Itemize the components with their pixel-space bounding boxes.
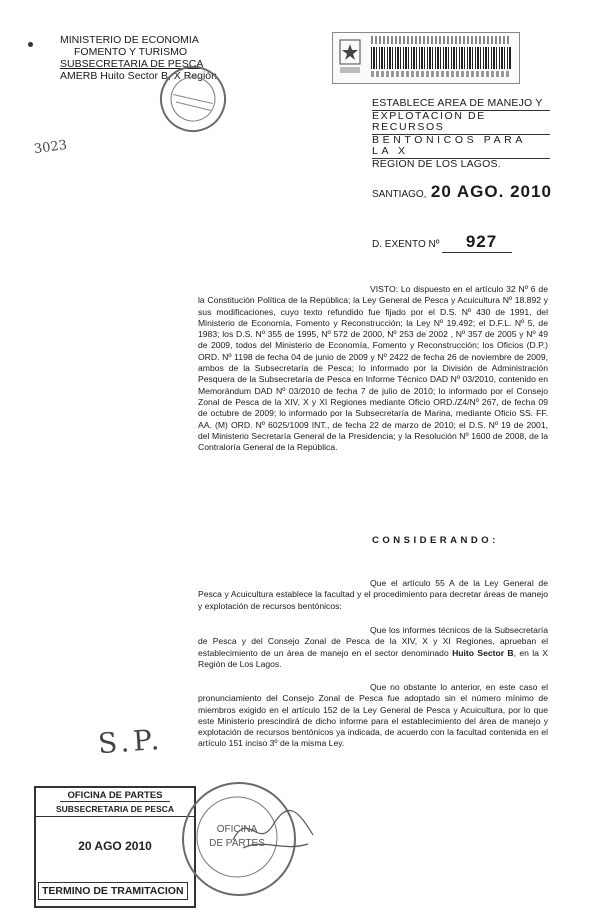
decree-number-line: [372, 232, 532, 252]
chile-emblem-icon: [337, 37, 363, 77]
visto-paragraph: VISTO: Lo dispuesto en el artículo 32 Nº 6 de la Constitución Política de la República; la Ley General de Pesca y Acuicultura Nº 18.892 y sus modificaciones, cuyo texto refundido fue fijado por el D.S. Nº 430 de 1991, del Ministerio de Economía, Fomento y Reconstrucción; la Ley Nº 19.492; el D.F.L. Nº 5, de 1983; los D.S. Nº 355 de 1995, Nº 572 de 2000, Nº 253 de 2002 , Nº 357 de 2005 y Nº 49 de 2009, todos del Ministerio de Economía, Fomento y Reconstrucción; los Oficios (D.P.) ORD. Nº 1198 de fecha 04 de junio de 2009 y Nº 2422 de fecha 26 de noviembre de 2009, ambos de la Subsecretaría de Pesca; lo informado por la División de Administración Pesquera de la Subsecretaría de Pesca en Informe Técnico DAD Nº 03/2010, contenido en Memorándum DAD Nº 03/2010 de fecha 7 de julio de 2010; lo informado por el Consejo Zonal de Pesca de la XIV, X y XI Regiones mediante Oficio ORD./Z4/Nº 267, de fecha 09 de octubre de 2009; lo informado por la Subsecretaría de Marina, mediante Oficio SS. FF. AA. (M) ORD. Nº 6025/1009 INT., de fecha 22 de marzo de 2010; el D.S. Nº 19 de 2001, del Ministerio Secretaría General de la Presidencia; y la Resolución Nº 1600 de 2008, de la Contraloría General de la República.: [198, 284, 548, 453]
subject-line-4: REGION DE LOS LAGOS.: [372, 157, 501, 170]
considerando-title: CONSIDERANDO:: [372, 535, 499, 546]
considerando-2-end: , en la X Región de Los Lagos.: [198, 647, 549, 669]
barcode-number-strip: [371, 71, 511, 77]
seal-center-2: DE PARTES: [209, 838, 265, 849]
decree-date: [372, 182, 552, 202]
stamp-office-line1: OFICINA DE PARTES: [60, 790, 170, 802]
signature-icon: [228, 800, 318, 860]
margin-mark: [28, 42, 33, 47]
considerando-3: Que no obstante lo anterior, en este caso el pronunciamiento del Consejo Zonal de Pesca fue adoptado sin el número mínimo de miembros exigido en el artículo 152 de la Ley General de Pesca y Acuicultura, por lo que este Ministerio prescindirá de dicho informe para el establecimiento del área de manejo y explotación de recursos bentónicos ya indicada, de acuerdo con la facultad contenida en el artículo 151 inciso 3º de la misma Ley.: [198, 682, 548, 749]
decree-underline: [442, 252, 512, 253]
subject-line-1: ESTABLECE AREA DE MANEJO Y: [372, 98, 550, 111]
stamp-office-footer: TERMINO DE TRAMITACION: [38, 882, 188, 900]
ministry-name: MINISTERIO DE ECONOMIA: [60, 34, 199, 46]
considerando-1: Que el artículo 55 A de la Ley General de Pesca y Acuicultura establece la facultad y el procedimiento para decretar áreas de manejo y explotación de recursos bentónicos:: [198, 578, 548, 611]
seal-center-1: OFICINA: [216, 824, 258, 835]
subject-line-3: BENTONICOS PARA LA X: [372, 135, 550, 159]
amerb-line: AMERB Huito Sector B, X Región: [60, 70, 217, 82]
decree-label: D. EXENTO Nº: [372, 239, 440, 250]
sector-name: Huito Sector B: [452, 647, 514, 658]
registry-barcode: [332, 32, 520, 84]
subject-line-2: EXPLOTACION DE RECURSOS: [372, 111, 550, 135]
stamp-office-date: 20 AGO 2010: [78, 839, 152, 853]
oficina-partes-stamp: [34, 786, 196, 908]
decree-number: 927: [465, 232, 498, 251]
barcode-icon: [371, 47, 511, 69]
considerando-2: [198, 625, 548, 670]
barcode-top-label: [371, 36, 511, 44]
considerando-2-text: Que los informes técnicos de la Subsecretaría de Pesca y del Consejo Zonal de Pesca de la XIV, X y XI Regiones, aprueban el establecimiento de un área de manejo en el sector denominado: [198, 625, 548, 658]
decree-subject: [372, 98, 550, 170]
stamp-office-line2: SUBSECRETARIA DE PESCA: [36, 804, 194, 817]
handwritten-initials: S.P.: [96, 722, 165, 761]
date-value: 20 AGO. 2010: [430, 182, 552, 201]
ministry-sub: FOMENTO Y TURISMO: [74, 46, 187, 58]
subsecretaria: SUBSECRETARIA DE PESCA: [60, 58, 204, 70]
date-label: SANTIAGO,: [372, 189, 427, 200]
handwritten-number: 3023: [33, 137, 68, 158]
